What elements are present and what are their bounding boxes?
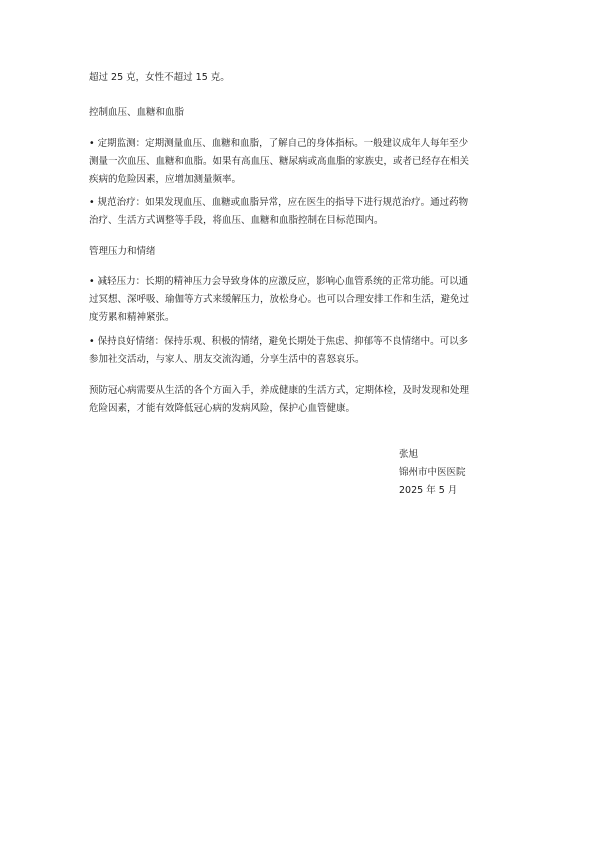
signature-block: [399, 446, 466, 500]
conclusion-paragraph: [89, 382, 519, 418]
bullet-line: • 保持良好情绪：保持乐观、积极的情绪，避免长期处于焦虑、抑郁等不良情绪中。可以多: [89, 336, 469, 347]
section-heading-control: 控制血压、血糖和血脂: [89, 107, 185, 118]
bullet-line: 过冥想、深呼吸、瑜伽等方式来缓解压力，放松身心。也可以合理安排工作和生活，避免过: [89, 294, 470, 305]
intro-continuation: [89, 69, 519, 87]
conclusion-line: 危险因素，才能有效降低冠心病的发病风险，保护心血管健康。: [89, 403, 356, 414]
bullet-reduce-stress: [89, 273, 519, 327]
signature-name: 张旭: [399, 449, 419, 460]
intro-line: 超过 25 克，女性不超过 15 克。: [89, 72, 230, 83]
signature-organization: 锦州市中医医院: [399, 467, 466, 478]
bullet-line: 参加社交活动，与家人、朋友交流沟通，分享生活中的喜怒哀乐。: [89, 354, 365, 365]
bullet-good-mood: [89, 333, 519, 369]
bullet-line: 疾病的危险因素，应增加测量频率。: [89, 174, 242, 185]
bullet-line: • 规范治疗：如果发现血压、血糖或血脂异常，应在医生的指导下进行规范治疗。通过药物: [89, 197, 469, 208]
bullet-regular-monitoring: [89, 135, 519, 189]
conclusion-line: 预防冠心病需要从生活的各个方面入手，养成健康的生活方式，定期体检，及时发现和处理: [89, 385, 470, 396]
bullet-line: • 减轻压力：长期的精神压力会导致身体的应激反应，影响心血管系统的正常功能。可以通: [89, 276, 469, 287]
signature-date: 2025 年 5 月: [399, 485, 458, 496]
bullet-line: 度劳累和精神紧张。: [89, 312, 175, 323]
bullet-line: • 定期监测：定期测量血压、血糖和血脂，了解自己的身体指标。一般建议成年人每年至少: [89, 138, 469, 149]
bullet-line: 治疗、生活方式调整等手段，将血压、血糖和血脂控制在目标范围内。: [89, 215, 384, 226]
bullet-standard-treatment: [89, 194, 519, 230]
bullet-line: 测量一次血压、血糖和血脂。如果有高血压、糖尿病或高血脂的家族史，或者已经存在相关: [89, 156, 470, 167]
section-heading-stress: 管理压力和情绪: [89, 246, 156, 257]
